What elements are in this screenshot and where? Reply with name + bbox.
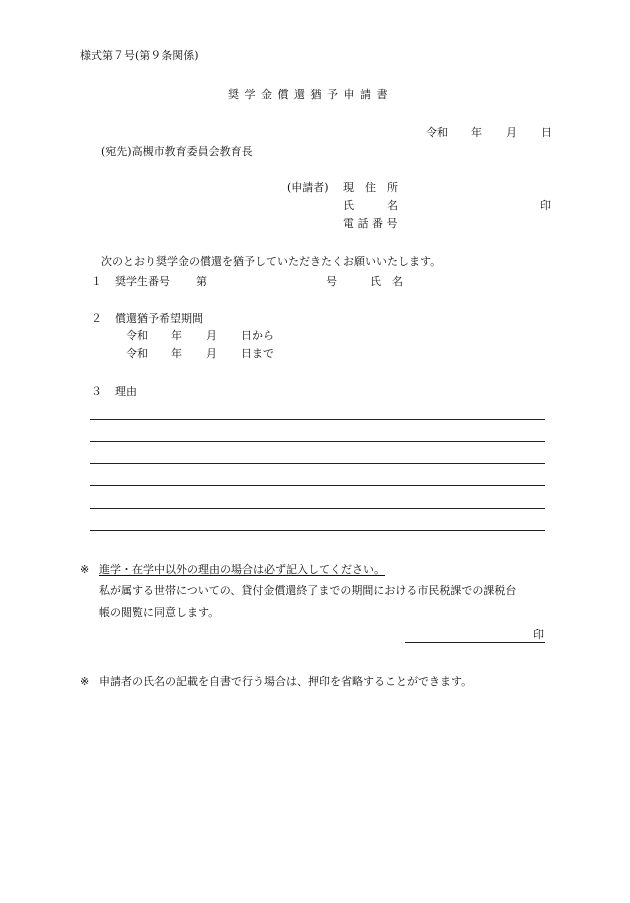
phone-label: 電 話 番 号 [343, 217, 398, 230]
to-era: 令和 [126, 347, 148, 360]
date-year: 年 [471, 126, 482, 139]
address-label: 現 住 所 [343, 181, 398, 194]
form-number: 様式第７号(第９条関係) [80, 49, 199, 62]
addressee: (宛先)高槻市教育委員会教育長 [101, 145, 253, 158]
reason-label: 理由 [115, 385, 137, 398]
name-label: 氏 名 [343, 199, 398, 212]
from-year: 年 [171, 329, 182, 342]
to-month: 月 [206, 347, 217, 360]
consent-seal: 印 [533, 628, 544, 641]
to-day: 日まで [241, 347, 274, 360]
deferral-period-label: 償還猶予希望期間 [115, 312, 203, 325]
date-day: 日 [541, 126, 552, 139]
note1-text: 進学・在学中以外の理由の場合は必ず記入してください。 [99, 563, 385, 576]
reason-line-5[interactable] [90, 508, 545, 509]
date-month: 月 [506, 126, 517, 139]
scholar-number-go: 号 [326, 275, 337, 288]
intro-text: 次のとおり奨学金の償還を猶予していただきたくお願いいたします。 [101, 255, 442, 268]
item1-number: １ [91, 275, 102, 288]
consent-line-1: 私が属する世帯についての、貸付金償還終了までの期間における市民税課での課税台 [99, 584, 517, 597]
scholar-number-dai: 第 [196, 275, 207, 288]
note2-text: 申請者の氏名の記載を自書で行う場合は、押印を省略することができます。 [99, 675, 473, 688]
note2-mark: ※ [80, 675, 90, 688]
consent-signature-line[interactable] [405, 642, 545, 643]
consent-line-2: 帳の閲覧に同意します。 [99, 606, 220, 619]
applicant-label: (申請者) [287, 181, 329, 194]
note1-mark: ※ [80, 563, 90, 576]
reason-line-2[interactable] [90, 441, 545, 442]
applicant-seal: 印 [540, 199, 551, 212]
from-era: 令和 [126, 329, 148, 342]
scholar-name-label: 氏 名 [370, 275, 403, 288]
reason-line-4[interactable] [90, 485, 545, 486]
from-day: 日から [241, 329, 274, 342]
reason-line-3[interactable] [90, 463, 545, 464]
form-title: 奨 学 金 償 還 猶 予 申 請 書 [228, 88, 389, 101]
date-era: 令和 [426, 126, 448, 139]
reason-line-1[interactable] [90, 419, 545, 420]
item2-number: ２ [91, 312, 102, 325]
reason-line-6[interactable] [90, 530, 545, 531]
to-year: 年 [171, 347, 182, 360]
item3-number: ３ [91, 385, 102, 398]
from-month: 月 [206, 329, 217, 342]
scholar-number-label: 奨学生番号 [115, 275, 170, 288]
